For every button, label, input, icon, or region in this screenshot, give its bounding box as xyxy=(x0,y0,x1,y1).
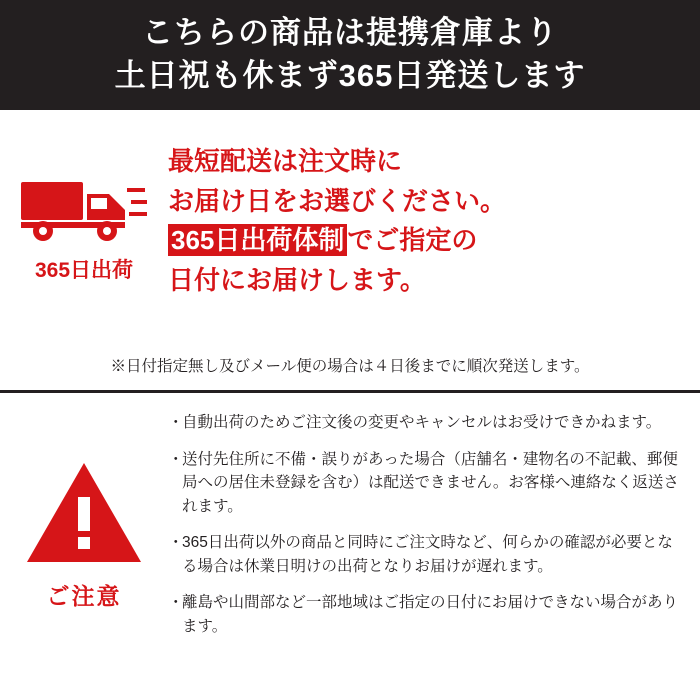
shipping-note: ※日付指定無し及びメール便の場合は４日後までに順次発送します。 xyxy=(110,358,590,376)
shipping-text-column xyxy=(168,120,700,300)
list-item xyxy=(168,531,682,578)
shipping-line-2: お届け日をお選びください。 xyxy=(168,185,507,216)
caution-section xyxy=(0,393,700,697)
banner-header xyxy=(0,0,700,110)
shipping-content xyxy=(0,120,700,356)
list-item-text: 自動出荷のためご注文後の変更やキャンセルはお受けできかねます。 xyxy=(182,414,662,431)
list-bullet: ・ xyxy=(168,594,184,612)
caution-list xyxy=(168,393,700,697)
shipping-section xyxy=(0,110,700,393)
caution-caption: ご注意 xyxy=(46,583,122,609)
list-item xyxy=(168,448,682,519)
header-line-1: こちらの商品は提携倉庫より xyxy=(142,15,558,51)
shipping-highlight: 365日出荷体制 xyxy=(168,224,347,256)
shipping-line-3 xyxy=(168,221,686,261)
warning-triangle-icon xyxy=(25,461,143,570)
truck-icon xyxy=(19,168,149,248)
header-line-2: 土日祝も休まず365日発送します xyxy=(114,58,586,93)
shipping-line-4: 日付にお届けします。 xyxy=(168,264,426,295)
list-item-text: 送付先住所に不備・誤りがあった場合（店舗名・建物名の不記載、郵便局への居住未登録を含む）は配送できません。お客様へ連絡なく返送されます。 xyxy=(182,450,679,515)
list-item-text: 離島や山間部など一部地域はご指定の日付にお届けできない場合があります。 xyxy=(182,594,679,635)
list-bullet: ・ xyxy=(168,414,184,431)
list-bullet: ・ xyxy=(168,534,184,552)
list-item xyxy=(168,591,682,638)
truck-caption: 365日出荷 xyxy=(34,259,134,282)
list-item xyxy=(168,411,682,435)
list-bullet: ・ xyxy=(168,450,184,468)
shipping-line-3-rest: でご指定の xyxy=(347,225,478,256)
caution-icon-column xyxy=(0,393,168,697)
truck-column xyxy=(0,120,168,284)
list-item-text: 365日出荷以外の商品と同時にご注文時など、何らかの確認が必要となる場合は休業日明けの出荷となりお届けが遅れます。 xyxy=(182,534,673,575)
shipping-line-1: 最短配送は注文時に xyxy=(168,146,403,176)
